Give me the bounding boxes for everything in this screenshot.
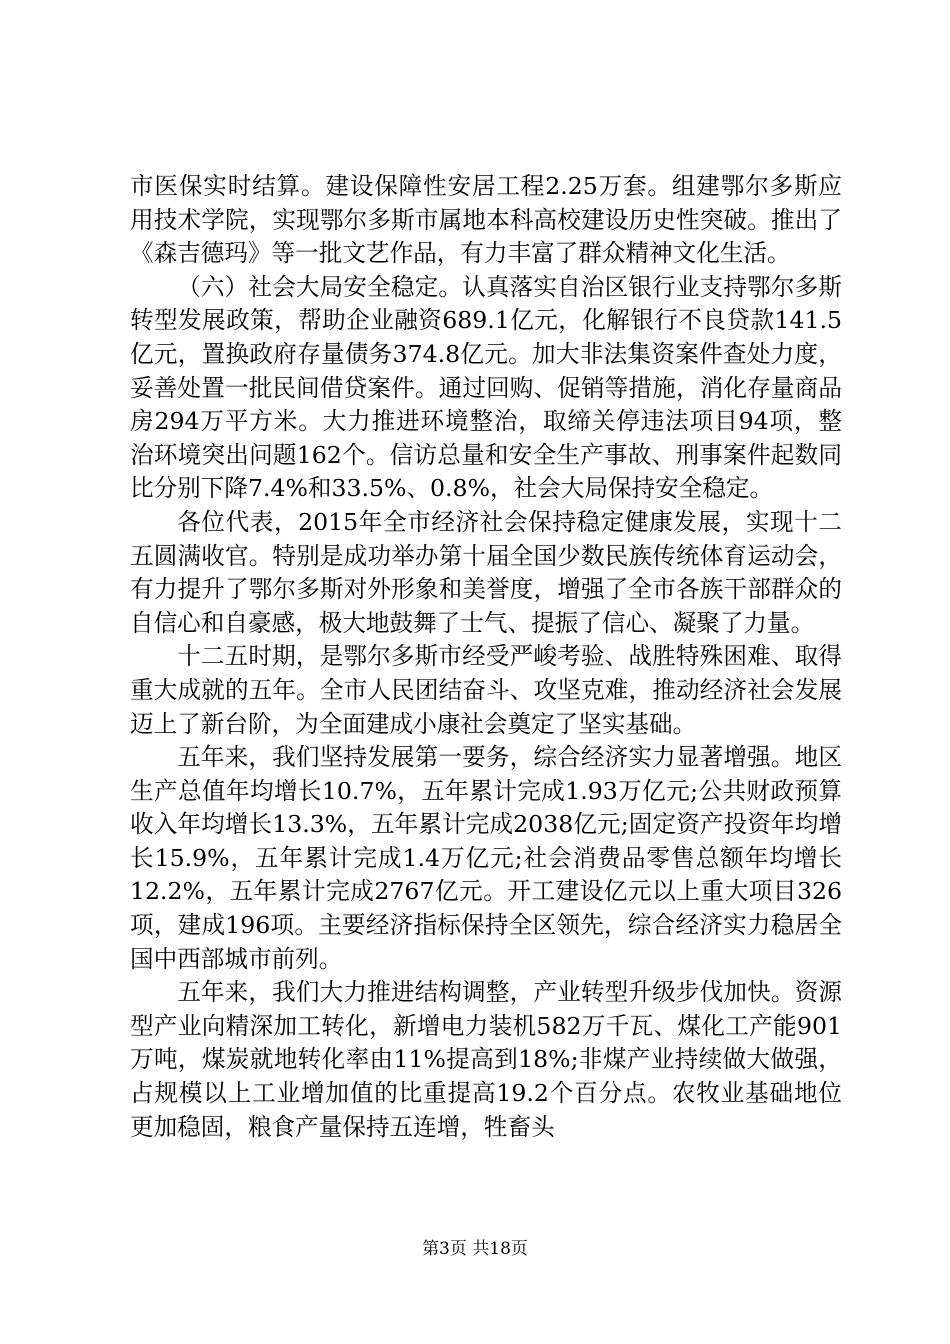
document-body [130,170,842,1144]
body-paragraph-1: 市医保实时结算。建设保障性安居工程2.25万套。组建鄂尔多斯应用技术学院，实现鄂尔多斯市属地本科高校建设历史性突破。推出了《森吉德玛》等一批文艺作品，有力丰富了群众精神文化生活。 [130,172,842,268]
page-number-footer: 第3页 共18页 [422,1239,528,1259]
body-paragraph-4: 十二五时期，是鄂尔多斯市经受严峻考验、战胜特殊困难、取得重大成就的五年。全市人民团结奋斗、攻坚克难，推动经济社会发展迈上了新台阶，为全面建成小康社会奠定了坚实基础。 [130,642,842,738]
body-paragraph-2: （六）社会大局安全稳定。认真落实自治区银行业支持鄂尔多斯转型发展政策，帮助企业融资689.1亿元，化解银行不良贷款141.5亿元，置换政府存量债务374.8亿元。加大非法集资案件查处力度，妥善处置一批民间借贷案件。通过回购、促销等措施，消化存量商品房294万平方米。大力推进环境整治，取缔关停违法项目94项，整治环境突出问题162个。信访总量和安全生产事故、刑事案件起数同比分别下降7.4%和33.5%、0.8%，社会大局保持安全稳定。 [130,272,842,503]
body-paragraph-6: 五年来，我们大力推进结构调整，产业转型升级步伐加快。资源型产业向精深加工转化，新增电力装机582万千瓦、煤化工产能901万吨，煤炭就地转化率由11%提高到18%;非煤产业持续做大做强，占规模以上工业增加值的比重提高19.2个百分点。农牧业基础地位更加稳固，粮食产量保持五连增，牲畜头 [130,978,842,1141]
body-paragraph-3: 各位代表，2015年全市经济社会保持稳定健康发展，实现十二五圆满收官。特别是成功举办第十届全国少数民族传统体育运动会，有力提升了鄂尔多斯对外形象和美誉度，增强了全市各族干部群众的自信心和自豪感，极大地鼓舞了士气、提振了信心、凝聚了力量。 [130,507,842,637]
body-paragraph-5: 五年来，我们坚持发展第一要务，综合经济实力显著增强。地区生产总值年均增长10.7%，五年累计完成1.93万亿元;公共财政预算收入年均增长13.3%，五年累计完成2038亿元;固定资产投资年均增长15.9%，五年累计完成1.4万亿元;社会消费品零售总额年均增长12.2%，五年累计完成2767亿元。开工建设亿元以上重大项目326项，建成196项。主要经济指标保持全区领先，综合经济实力稳居全国中西部城市前列。 [130,743,842,973]
